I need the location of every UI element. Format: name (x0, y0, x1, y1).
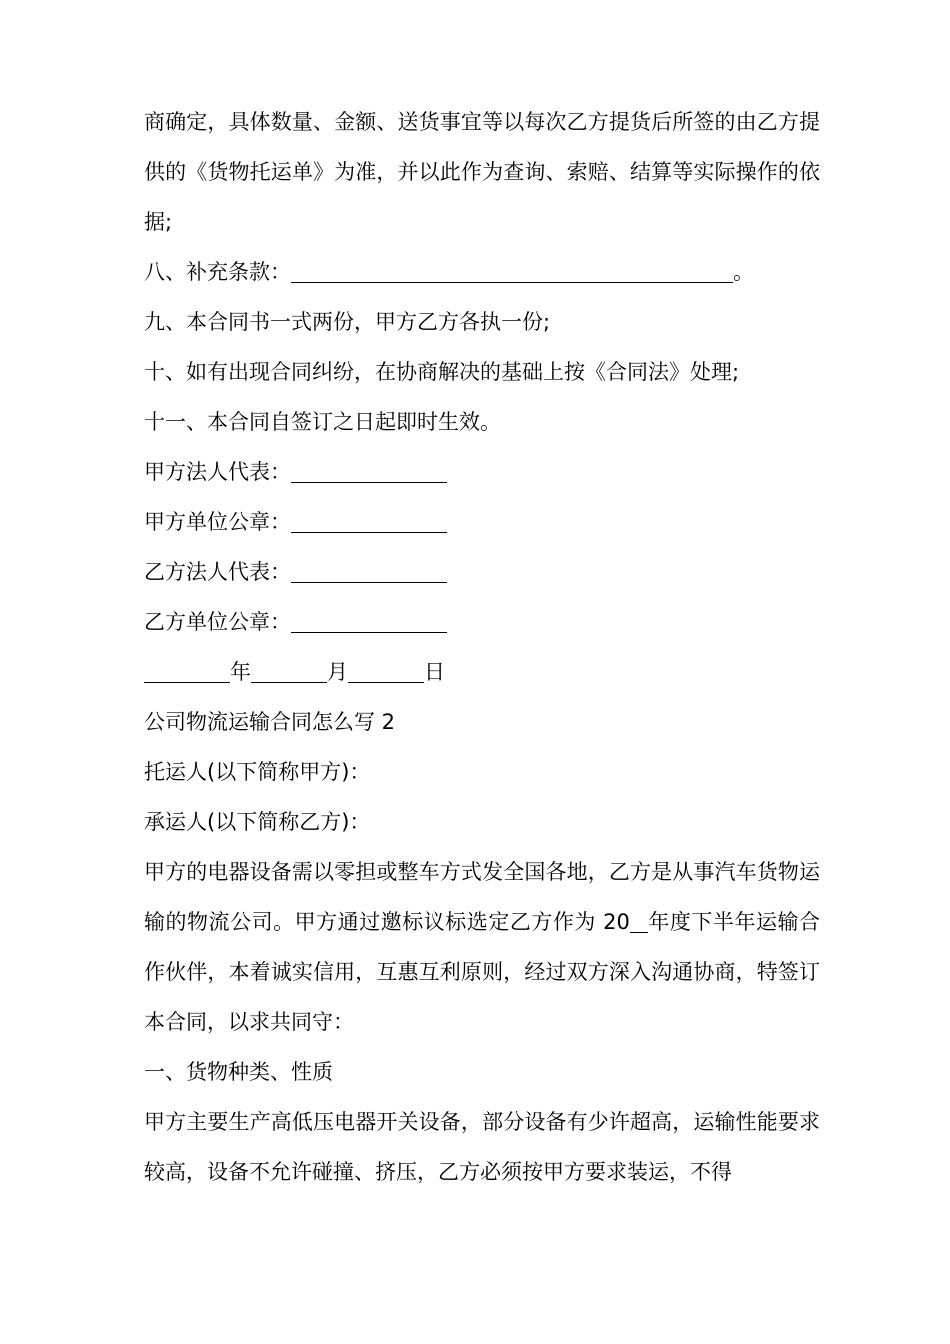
contract-2-intro-paragraph (144, 847, 824, 1047)
year-label: 年 (230, 660, 251, 684)
clauses-block (144, 247, 824, 847)
party-a-representative (144, 447, 824, 497)
section-1-heading: 一、货物种类、性质 (144, 1060, 333, 1084)
section-1-body: 甲方主要生产高低压电器开关设备，部分设备有少许超高，运输性能要求较高，设备不允许碰撞、挤压，乙方必须按甲方要求装运，不得 (144, 1110, 820, 1184)
day-blank-line (348, 660, 424, 683)
clause-9: 九、本合同书一式两份，甲方乙方各执一份; (144, 310, 551, 334)
date-line (144, 647, 824, 697)
year-digit-blank-line (630, 910, 648, 933)
contract-2-title: 公司物流运输合同怎么写 2 (144, 710, 396, 734)
party-b-rep-label: 乙方法人代表： (144, 560, 291, 584)
intro-text-part-b: 年度下半年运输合作伙伴，本着诚实信用，互惠互利原则，经过双方深入沟通协商，特签订本合同，以求共同守： (144, 910, 821, 1034)
year-blank-line (144, 660, 230, 683)
day-label: 日 (424, 660, 445, 684)
signature-blank-line (291, 460, 447, 483)
clause-10: 十、如有出现合同纠纷，在协商解决的基础上按《合同法》处理; (144, 360, 740, 384)
party-a-seal-label: 甲方单位公章： (144, 510, 291, 534)
party-a-seal (144, 497, 824, 547)
contract-continuation-paragraph (144, 97, 824, 247)
month-blank-line (251, 660, 327, 683)
carrier-line: 承运人(以下简称乙方)： (144, 810, 371, 834)
signature-blank-line (291, 510, 447, 533)
paragraph-text: 商确定，具体数量、金额、送货事宜等以每次乙方提货后所签的由乙方提供的《货物托运单》为准，并以此作为查询、索赔、结算等实际操作的依据; (144, 110, 820, 234)
clause-8-supplementary (144, 247, 824, 297)
party-b-seal (144, 597, 824, 647)
party-a-rep-label: 甲方法人代表： (144, 460, 291, 484)
clause-11: 十一、本合同自签订之日起即时生效。 (144, 410, 501, 434)
intro-text (144, 847, 820, 1047)
clause-8-period: 。 (733, 260, 754, 284)
intro-text-part-a: 甲方的电器设备需以零担或整车方式发全国各地，乙方是从事汽车货物运输的物流公司。甲方通过邀标议标选定乙方作为 20 (144, 860, 820, 934)
signature-blank-line (291, 610, 447, 633)
supplementary-blank-line (291, 260, 733, 283)
party-b-representative (144, 547, 824, 597)
shipper-line: 托运人(以下简称甲方)： (144, 760, 371, 784)
section-1-block (144, 1047, 824, 1197)
month-label: 月 (327, 660, 348, 684)
signature-blank-line (291, 560, 447, 583)
clause-8-label: 八、补充条款： (144, 260, 291, 284)
party-b-seal-label: 乙方单位公章： (144, 610, 291, 634)
